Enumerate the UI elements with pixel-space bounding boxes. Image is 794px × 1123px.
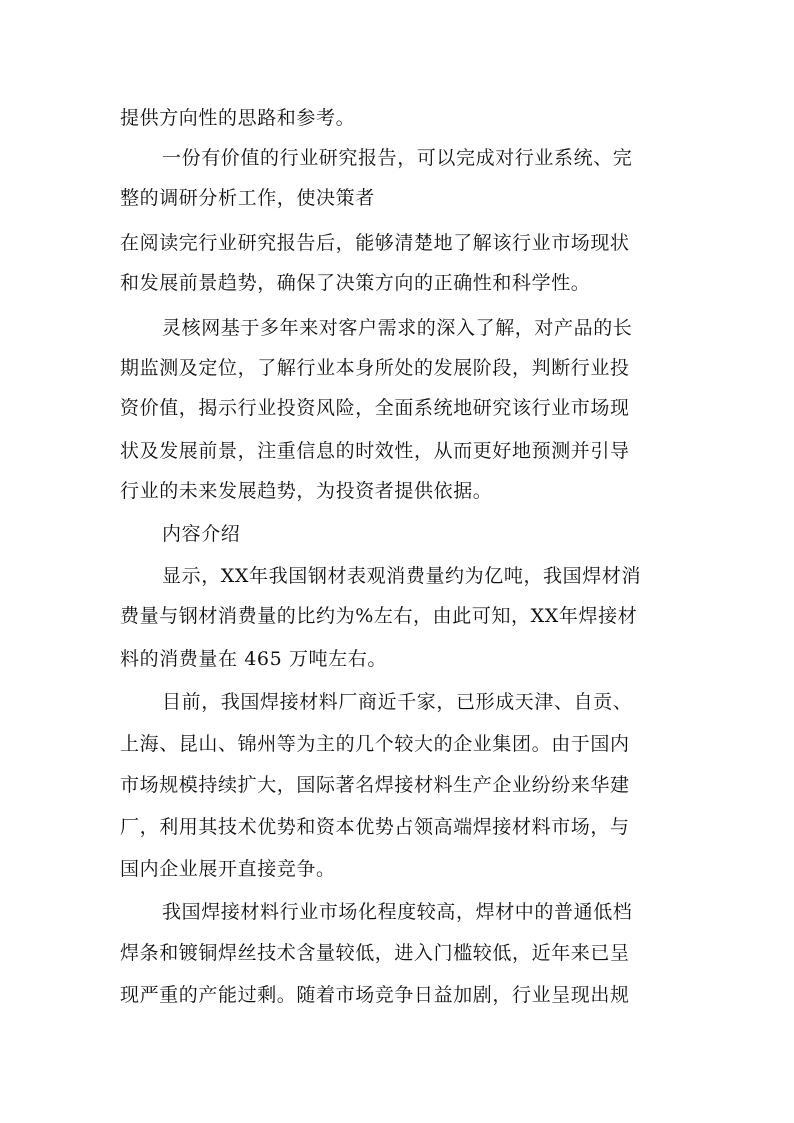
text-line-12: 显示，XX年我国钢材表观消费量约为亿吨，我国焊材消 bbox=[162, 565, 642, 587]
text-line-9: 状及发展前景，注重信息的时效性，从而更好地预测并引导 bbox=[120, 440, 630, 462]
section-heading: 内容介绍 bbox=[162, 523, 241, 545]
text-line-10: 行业的未来发展趋势，为投资者提供依据。 bbox=[120, 480, 493, 502]
text-line-1: 提供方向性的思路和参考。 bbox=[120, 107, 356, 129]
text-line-18: 厂，利用其技术优势和资本优势占领高端焊接材料市场，与 bbox=[120, 816, 630, 838]
text-line-8: 资价值，揭示行业投资风险，全面系统地研究该行业市场现 bbox=[120, 397, 630, 419]
text-line-21: 焊条和镀铜焊丝技术含量较低，进入门槛较低，近年来已呈 bbox=[120, 942, 630, 964]
text-line-3: 整的调研分析工作，使决策者 bbox=[120, 187, 375, 209]
text-line-5: 和发展前景趋势，确保了决策方向的正确性和科学性。 bbox=[120, 272, 591, 294]
text-line-16: 上海、昆山、锦州等为主的几个较大的企业集团。由于国内 bbox=[120, 733, 630, 755]
text-line-17: 市场规模持续扩大，国际著名焊接材料生产企业纷纷来华建 bbox=[120, 774, 630, 796]
text-line-7: 期监测及定位，了解行业本身所处的发展阶段，判断行业投 bbox=[120, 357, 630, 379]
text-line-14: 料的消费量在 465 万吨左右。 bbox=[120, 648, 387, 670]
text-line-15: 目前，我国焊接材料厂商近千家，已形成天津、自贡、 bbox=[162, 691, 633, 713]
text-line-6: 灵核网基于多年来对客户需求的深入了解，对产品的长 bbox=[162, 317, 633, 339]
text-line-13: 费量与钢材消费量的比约为%左右，由此可知，XX年焊接材 bbox=[120, 605, 638, 627]
text-line-4: 在阅读完行业研究报告后，能够清楚地了解该行业市场现状 bbox=[120, 232, 630, 254]
text-line-19: 国内企业展开直接竞争。 bbox=[120, 858, 336, 880]
text-line-2: 一份有价值的行业研究报告，可以完成对行业系统、完 bbox=[162, 147, 633, 169]
text-line-22: 现严重的产能过剩。随着市场竞争日益加剧，行业呈现出规 bbox=[120, 984, 630, 1006]
text-line-20: 我国焊接材料行业市场化程度较高，焊材中的普通低档 bbox=[162, 901, 633, 923]
